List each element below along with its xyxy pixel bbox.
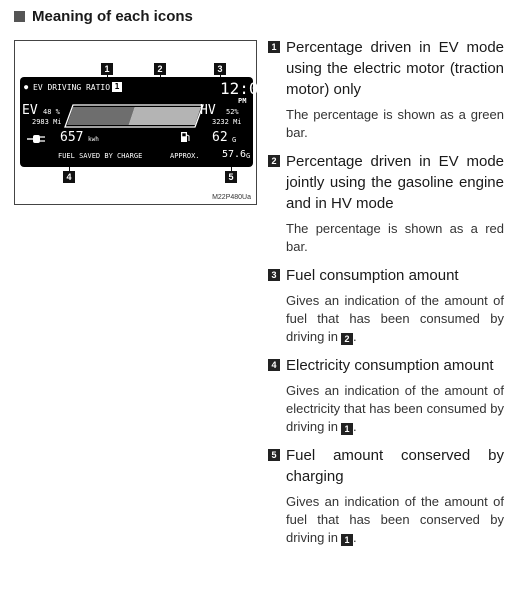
list-item [268, 355, 504, 376]
screen-clock: 12:00 [220, 79, 269, 98]
figure-code: M22P480Ua [212, 194, 251, 201]
item-number-badge: 2 [268, 155, 280, 167]
saved-by-charge-label: FUEL SAVED BY CHARGE [58, 152, 143, 160]
ratio-bar [64, 104, 204, 128]
approx-label: APPROX. [170, 152, 200, 160]
item-number-badge: 5 [268, 449, 280, 461]
heading-square-icon [14, 11, 25, 22]
ratio-bar-hv-segment [128, 107, 201, 125]
display-figure [14, 40, 269, 205]
item-number-badge: 1 [268, 41, 280, 53]
item-description-text: Gives an indication of the amount of fuel that has been consumed by driving in [286, 293, 504, 344]
fuel-amount: 62 [212, 130, 228, 145]
item-description: Gives an indication of the amount of fuel that has been conserved by driving in 1 . [286, 494, 504, 545]
item-description: Gives an indication of the amount of electricity that has been consumed by driving in 1 . [286, 383, 504, 434]
screen-title-badge: 1 [112, 82, 122, 92]
heading-text: Meaning of each icons [32, 8, 193, 25]
item-title: Percentage driven in EV mode using the electric motor (traction motor) only [286, 39, 504, 98]
hv-percent: 52% [226, 108, 239, 116]
callout-5: 5 [225, 171, 237, 183]
screen-dot-icon: ● [24, 83, 29, 91]
list-item [268, 151, 504, 214]
ratio-bar-ev-segment [67, 107, 134, 125]
item-title: Fuel consumption amount [286, 267, 459, 284]
section-heading [14, 8, 193, 25]
ev-label: EV [22, 103, 38, 118]
list-item [268, 37, 504, 100]
hv-label: HV [200, 103, 216, 118]
item-description [286, 220, 504, 256]
item-title: Percentage driven in EV mode jointly using the gasoline engine and in HV mode [286, 153, 504, 212]
item-description: Gives an indication of the amount of fuel that has been consumed by driving in 2 . [286, 293, 504, 344]
ev-distance: 2983 Mi [32, 118, 62, 126]
screen-title: EV DRIVING RATIO [33, 83, 111, 92]
icon-descriptions [268, 37, 504, 556]
reference-badge: 2 [341, 333, 353, 345]
list-item [268, 265, 504, 286]
item-description-text: Gives an indication of the amount of electricity that has been consumed by driving in [286, 383, 504, 434]
item-title: Electricity consumption amount [286, 357, 494, 374]
item-description [286, 106, 504, 142]
saved-unit: G [246, 152, 251, 160]
reference-badge: 1 [341, 534, 353, 546]
callout-1: 1 [101, 63, 113, 75]
item-number-badge: 4 [268, 359, 280, 371]
ev-ratio-screen [20, 77, 269, 167]
item-number-badge: 3 [268, 269, 280, 281]
callout-3: 3 [214, 63, 226, 75]
item-description-text: The percentage is shown as a green bar. [286, 107, 504, 140]
hv-distance: 3232 Mi [212, 118, 242, 126]
plug-icon [26, 133, 46, 145]
fuel-pump-icon [180, 131, 190, 143]
list-item [268, 445, 504, 487]
saved-value: 57.6 [222, 149, 247, 160]
callout-4: 4 [63, 171, 75, 183]
item-title: Fuel amount conserved by charging [286, 447, 504, 485]
callout-2: 2 [154, 63, 166, 75]
item-description-text: The percentage is shown as a red bar. [286, 221, 504, 254]
electricity-amount: 657 [60, 130, 84, 145]
ev-percent: 48 % [43, 108, 60, 116]
electricity-unit: kwh [88, 136, 99, 143]
item-description-text: Gives an indication of the amount of fuel that has been conserved by driving in [286, 494, 504, 545]
fuel-unit: G [232, 136, 237, 144]
screen-pm: PM [238, 97, 247, 105]
reference-badge: 1 [341, 423, 353, 435]
